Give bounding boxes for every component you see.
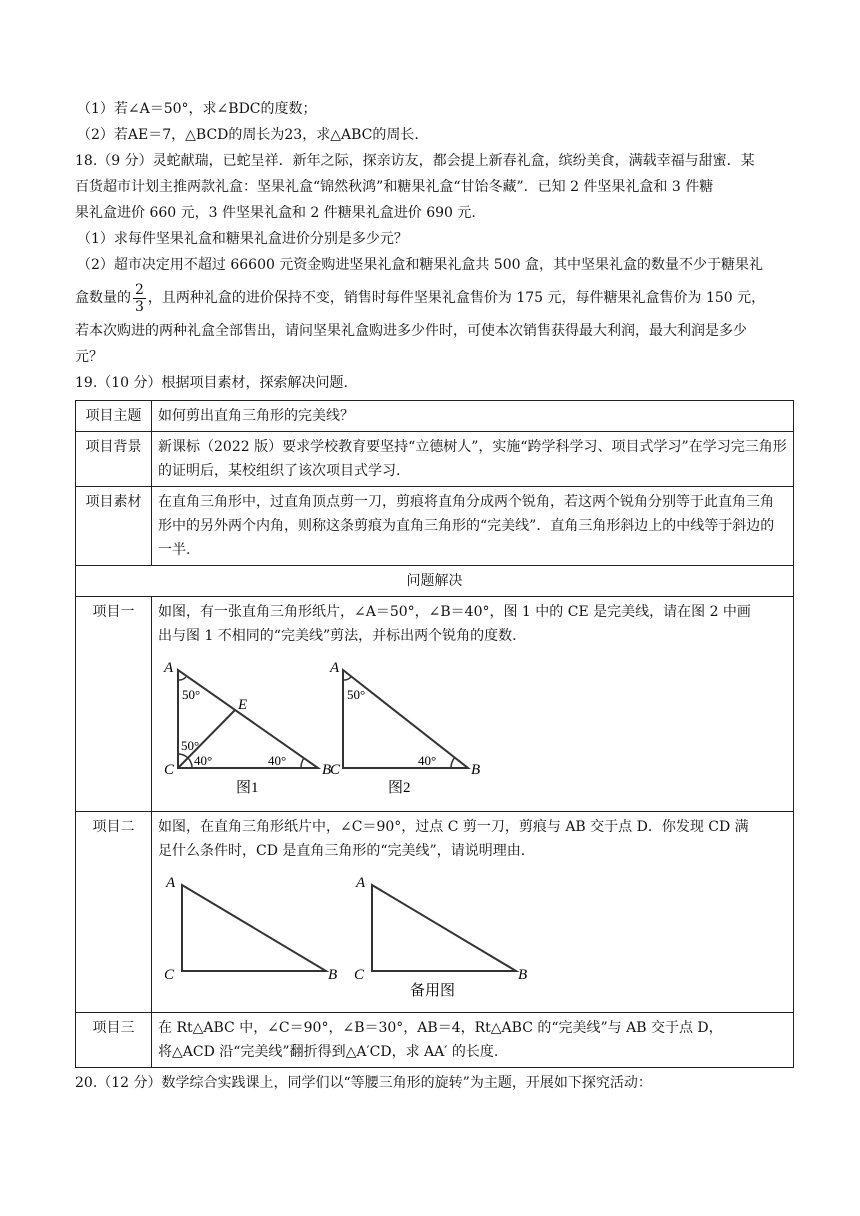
table-row [76, 432, 794, 487]
item2-line2: 足什么条件时，CD 是直角三角形的“完美线”，请说明理由. [158, 843, 526, 859]
item2-line1: 如图，在直角三角形纸片中，∠C＝90°，过点 C 剪一刀，剪痕与 AB 交于点 D．你发现 CD 满 [158, 819, 749, 835]
q18-part2-line1: （2）超市决定用不超过 66600 元资金购进坚果礼盒和糖果礼盒共 500 盒，其中坚果礼盒的数量不少于糖果礼 [77, 257, 763, 273]
row-head-background: 项目背景 [76, 432, 152, 487]
vertex-a-spare-label: A [356, 875, 366, 891]
q18-part2-line3: 若本次购进的两种礼盒全部售出，请问坚果礼盒购进多少件时，可使本次销售获得最大利润，最大利润是多少 [75, 323, 747, 339]
triangle-abc-spare [372, 885, 516, 971]
item1-line2: 出与图 1 不相同的“完美线”剪法，并标出两个锐角的度数. [158, 628, 517, 644]
vertex-c-label: C [164, 967, 175, 983]
point-e-label: E [238, 697, 248, 713]
item3-line1: 在 Rt△ABC 中，∠C＝90°，∠B＝30°，AB＝4，Rt△ABC 的“完美线”与 AB 交于点 D， [158, 1020, 723, 1036]
q20-stem: 20.（12 分）数学综合实践课上，同学们以“等腰三角形的旋转”为主题，开展如下探究活动： [75, 1075, 652, 1091]
q18-stem-line1: 18.（9 分）灵蛇献瑞，已蛇呈祥．新年之际，探亲访友，都会提上新春礼盒，缤纷美食，满载幸福与甜蜜．某 [75, 153, 755, 169]
figure-item2-spare [354, 875, 527, 997]
row-head-item2: 项目二 [76, 812, 152, 1013]
item1-figures [158, 656, 787, 804]
vertex-c-label: C [164, 762, 175, 778]
q17-part2: （2）若AE＝7，△BCD的周长为23，求△ABC的周长. [77, 127, 419, 143]
table-row [76, 597, 794, 812]
row-head-item1: 项目一 [76, 597, 152, 812]
table-row [76, 566, 794, 597]
fraction-denominator: 3 [135, 298, 144, 315]
item3-line2: 将△ACD 沿“完美线”翻折得到△A′CD，求 AA′ 的长度. [158, 1044, 499, 1060]
triangle-figures-item2 [158, 871, 558, 997]
triangle-abc-item2 [182, 885, 326, 971]
triangle-abc-fig2 [343, 670, 468, 768]
row-text-background: 新课标（2022 版）要求学校教育要坚持“立德树人”，实施“跨学科学习、项目式学习”在学习完三角形的证明后，某校组织了该次项目式学习. [152, 432, 794, 487]
vertex-b-spare-label: B [518, 967, 528, 983]
vertex-b2-label: B [471, 762, 481, 778]
exam-page [75, 96, 795, 1096]
row-head-item3: 项目三 [76, 1013, 152, 1068]
triangle-figures-1-2 [158, 656, 518, 796]
angle-arc-b2 [451, 757, 455, 768]
row-body-item1 [152, 597, 794, 812]
angle-b2-value: 40° [418, 753, 437, 768]
section-problem-solving: 问题解决 [76, 566, 794, 597]
row-body-item3 [152, 1013, 794, 1068]
angle-arc-b [301, 758, 304, 768]
table-row [76, 812, 794, 1013]
figure-1 [163, 660, 331, 796]
item1-line1: 如图，有一张直角三角形纸片，∠A＝50°，∠B＝40°，图 1 中的 CE 是完美线，请在图 2 中画 [158, 604, 751, 620]
vertex-a-label: A [164, 660, 174, 676]
figure-1-caption: 图1 [236, 780, 259, 796]
table-row [76, 1013, 794, 1068]
angle-b-value: 40° [268, 753, 287, 768]
table-row [76, 401, 794, 432]
angle-c2-value: 40° [194, 753, 213, 768]
table-row [76, 487, 794, 566]
item2-figures [158, 871, 787, 1005]
q18-part2-post: ，且两种礼盒的进价保持不变，销售时每件坚果礼盒售价为 175 元，每件糖果礼盒售价为 150 元， [147, 290, 766, 306]
row-head-theme: 项目主题 [76, 401, 152, 432]
angle-arc-a2 [343, 677, 351, 680]
angle-arc-c2 [188, 758, 192, 768]
row-head-material: 项目素材 [76, 487, 152, 566]
q18-stem-line2: 百货超市计划主推两款礼盒：坚果礼盒“锦然秋鸿”和糖果礼盒“甘饴冬藏”．已知 2 件坚果礼盒和 3 件糖 [75, 179, 714, 195]
vertex-c2-label: C [330, 762, 341, 778]
q18-part1: （1）求每件坚果礼盒和糖果礼盒进价分别是多少元？ [77, 231, 408, 247]
project-table [75, 400, 794, 1068]
figure-item2-main [164, 875, 337, 983]
vertex-c-spare-label: C [354, 967, 365, 983]
figure-2-caption: 图2 [388, 780, 411, 796]
row-text-theme: 如何剪出直角三角形的完美线？ [152, 401, 794, 432]
angle-a2-value: 50° [347, 687, 366, 702]
vertex-b-label: B [322, 762, 332, 778]
fraction-numerator: 2 [135, 281, 144, 298]
q18-part2-line2 [75, 278, 795, 318]
q18-part2-pre: 盒数量的 [75, 290, 131, 306]
angle-arc-a [178, 677, 186, 680]
q18-stem-line3: 果礼盒进价 660 元，3 件坚果礼盒和 2 件糖果礼盒进价 690 元. [75, 205, 476, 221]
angle-a-value: 50° [182, 687, 201, 702]
angle-arc-c1 [178, 754, 188, 758]
row-text-material: 在直角三角形中，过直角顶点剪一刀，剪痕将直角分成两个锐角，若这两个锐角分别等于此直角三角形中的另外两个内角，则称这条剪痕为直角三角形的“完美线”．直角三角形斜边上的中线等于斜边的一半. [152, 487, 794, 566]
figure-2 [329, 660, 480, 796]
spare-figure-caption: 备用图 [410, 983, 456, 997]
vertex-a2-label: A [330, 660, 340, 676]
angle-c1-value: 50° [181, 738, 200, 753]
fraction-two-thirds [133, 282, 146, 315]
q19-stem: 19.（10 分）根据项目素材，探索解决问题. [75, 375, 348, 391]
row-body-item2 [152, 812, 794, 1013]
q17-part1: （1）若∠A＝50°，求∠BDC的度数； [77, 101, 317, 117]
vertex-b-label: B [328, 967, 338, 983]
vertex-a-label: A [166, 875, 176, 891]
q18-part2-line4: 元？ [75, 349, 103, 365]
